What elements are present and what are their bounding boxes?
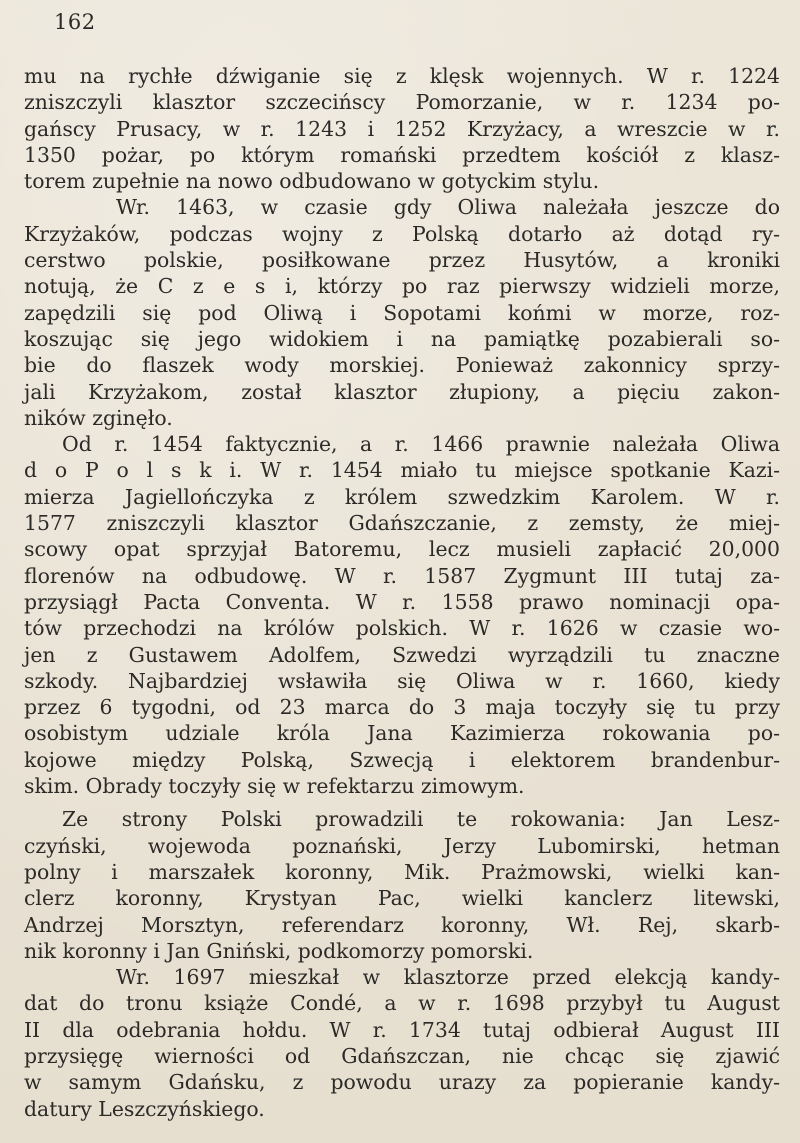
- text-line: przez 6 tygodni, od 23 marca do 3 maja toczyły się tu przy: [24, 695, 780, 720]
- text-line: polny i marszałek koronny, Mik. Prażmowski, wielki kan-: [24, 859, 780, 884]
- text-line: skim. Obrady toczyły się w refektarzu zimowym.: [24, 774, 525, 799]
- text-line: II dla odebrania hołdu. W r. 1734 tutaj odbierał August III: [24, 1017, 780, 1042]
- paragraph: [24, 806, 780, 964]
- text-line: koszując się jego widokiem i na pamiątkę pozabierali so-: [24, 326, 780, 351]
- text-line: Ze strony Polski prowadzili te rokowania: Jan Lesz-: [62, 807, 780, 832]
- text-line: clerz koronny, Krystyan Pac, wielki kanclerz litewski,: [24, 886, 780, 911]
- text-line: jen z Gustawem Adolfem, Szwedzi wyrządzili tu znaczne: [24, 642, 780, 667]
- paragraph: [24, 431, 780, 799]
- page-number: 162: [54, 10, 96, 34]
- text-line: zapędzili się pod Oliwą i Sopotami końmi w morze, roz-: [24, 300, 780, 325]
- body-text: [24, 63, 780, 1122]
- paragraph: [24, 964, 780, 1122]
- text-line: Od r. 1454 faktycznie, a r. 1466 prawnie należała Oliwa: [62, 432, 780, 457]
- text-line: Wr. 1463, w czasie gdy Oliwa należała jeszcze do: [116, 195, 780, 220]
- text-line: kojowe między Polską, Szwecją i elektorem brandenbur-: [24, 747, 780, 772]
- paragraph: [24, 63, 780, 194]
- text-line: 1577 zniszczyli klasztor Gdańszczanie, z zemsty, że miej-: [24, 511, 780, 536]
- text-line: Krzyżaków, podczas wojny z Polską dotarło aż dotąd ry-: [24, 221, 780, 246]
- text-line: czyński, wojewoda poznański, Jerzy Lubomirski, hetman: [24, 833, 780, 858]
- paragraph: [24, 194, 780, 431]
- text-line: bie do flaszek wody morskiej. Ponieważ zakonnicy sprzy-: [24, 353, 780, 378]
- text-line: zniszczyli klasztor szczecińscy Pomorzanie, w r. 1234 po-: [24, 90, 780, 115]
- text-line: d o P o l s k i. W r. 1454 miało tu miejsce spotkanie Kazi-: [24, 458, 780, 483]
- text-line: szkody. Najbardziej wsławiła się Oliwa w r. 1660, kiedy: [24, 668, 780, 693]
- text-line: scowy opat sprzyjał Batoremu, lecz musieli zapłacić 20,000: [24, 537, 780, 562]
- text-line: torem zupełnie na nowo odbudowano w gotyckim stylu.: [24, 169, 600, 194]
- text-line: dat do tronu książe Condé, a w r. 1698 przybył tu August: [24, 991, 780, 1016]
- text-line: datury Leszczyńskiego.: [24, 1096, 265, 1121]
- text-line: osobistym udziale króla Jana Kazimierza rokowania po-: [24, 721, 780, 746]
- text-line: nik koronny i Jan Gniński, podkomorzy pomorski.: [24, 938, 534, 963]
- text-line: Andrzej Morsztyn, referendarz koronny, Wł. Rej, skarb-: [24, 912, 780, 937]
- text-line: florenów na odbudowę. W r. 1587 Zygmunt III tutaj za-: [24, 563, 780, 588]
- text-line: 1350 pożar, po którym romański przedtem kościół z klasz-: [24, 142, 780, 167]
- text-line: notują, że C z e s i, którzy po raz pierwszy widzieli morze,: [24, 274, 780, 299]
- text-line: tów przechodzi na królów polskich. W r. 1626 w czasie wo-: [24, 616, 780, 641]
- paragraph-gap: [24, 799, 780, 806]
- text-line: w samym Gdańsku, z powodu urazy za popieranie kandy-: [24, 1070, 780, 1095]
- text-line: ników zginęło.: [24, 405, 173, 430]
- text-line: Wr. 1697 mieszkał w klasztorze przed elekcją kandy-: [116, 965, 780, 990]
- text-line: przysiągł Pacta Conventa. W r. 1558 prawo nominacji opa-: [24, 589, 780, 614]
- text-line: jali Krzyżakom, został klasztor złupiony, a pięciu zakon-: [24, 379, 780, 404]
- text-line: cerstwo polskie, posiłkowane przez Husytów, a kroniki: [24, 248, 780, 273]
- text-line: mu na rychłe dźwiganie się z klęsk wojennych. W r. 1224: [24, 64, 780, 88]
- text-line: gańscy Prusacy, w r. 1243 i 1252 Krzyżacy, a wreszcie w r.: [24, 116, 780, 141]
- text-line: mierza Jagiellończyka z królem szwedzkim Karolem. W r.: [24, 484, 780, 509]
- text-line: przysięgę wierności od Gdańszczan, nie chcąc się zjawić: [24, 1043, 780, 1068]
